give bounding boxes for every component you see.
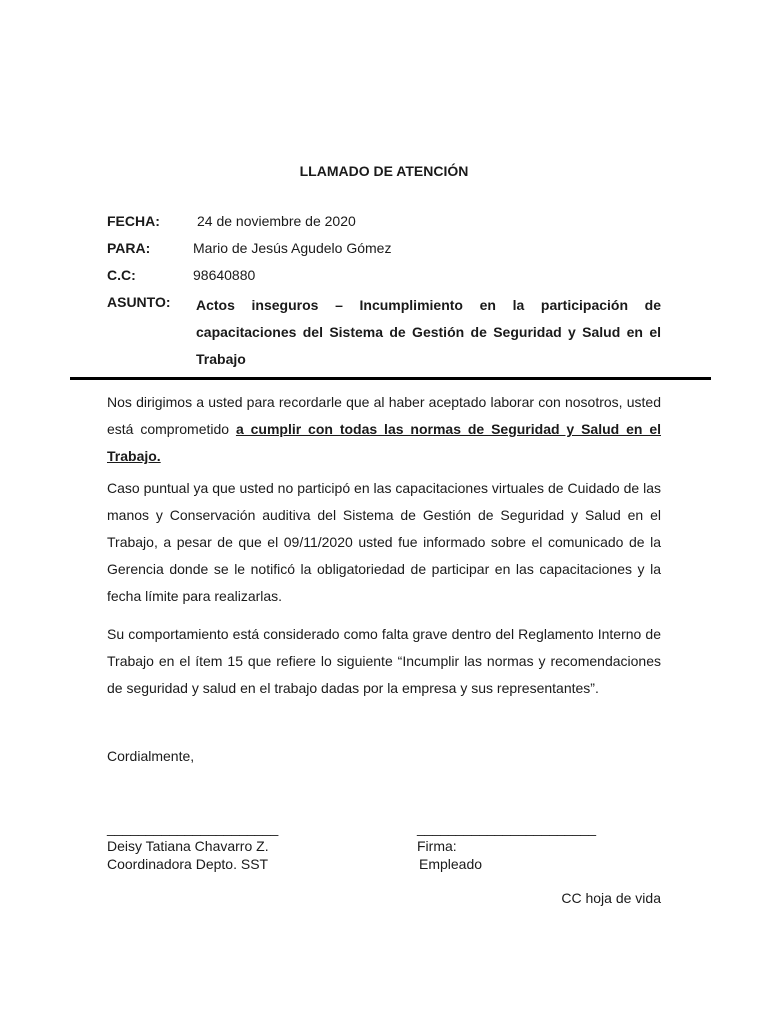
document-title: LLAMADO DE ATENCIÓN bbox=[299, 163, 469, 179]
asunto-value: Actos inseguros – Incumplimiento en la participación de capacitaciones del Sistema de Gestión de Seguridad y Salud en el Trabajo bbox=[196, 297, 661, 367]
right-signature-line: _______________________ bbox=[417, 820, 597, 836]
fecha-label: FECHA: bbox=[107, 213, 160, 229]
paragraph-1-emphasis: a cumplir con todas las normas de Seguridad y Salud en el Trabajo. bbox=[107, 421, 661, 464]
paragraph-1-text: Nos dirigimos a usted para recordarle que al haber aceptado laborar con nosotros, usted está comprometido bbox=[107, 394, 661, 437]
cc-value: 98640880 bbox=[193, 267, 256, 283]
left-signer-role: Coordinadora Depto. SST bbox=[107, 856, 269, 872]
separator-rule bbox=[70, 377, 711, 380]
left-signature-line: ______________________ bbox=[107, 820, 279, 836]
asunto-label: ASUNTO: bbox=[107, 294, 171, 310]
closing: Cordialmente, bbox=[107, 748, 195, 764]
para-label: PARA: bbox=[107, 240, 151, 256]
fecha-value: 24 de noviembre de 2020 bbox=[197, 213, 356, 229]
body-paragraph-2: Caso puntual ya que usted no participó en las capacitaciones virtuales de Cuidado de las manos y Conservación auditiva del Sistema de Gestión de Seguridad y Salud en el Trabajo, a pesar de que el 09/11/2020 usted fue informado sobre el comunicado de la Gerencia donde se le notificó la obligatoriedad de participar en las capacitaciones y la fecha límite para realizarlas. bbox=[107, 480, 661, 604]
para-value: Mario de Jesús Agudelo Gómez bbox=[193, 240, 392, 256]
footer-cc: CC hoja de vida bbox=[561, 890, 661, 906]
left-signer-name: Deisy Tatiana Chavarro Z. bbox=[107, 838, 269, 854]
cc-label: C.C: bbox=[107, 267, 136, 283]
body-paragraph-3: Su comportamiento está considerado como falta grave dentro del Reglamento Interno de Trabajo en el ítem 15 que refiere lo siguiente “Incumplir las normas y recomendaciones de seguridad y salud en el trabajo dadas por la empresa y sus representantes”. bbox=[107, 626, 661, 696]
right-signer-role: Empleado bbox=[419, 856, 483, 872]
right-signature-label: Firma: bbox=[417, 838, 457, 854]
body-paragraph-1 bbox=[107, 389, 661, 470]
